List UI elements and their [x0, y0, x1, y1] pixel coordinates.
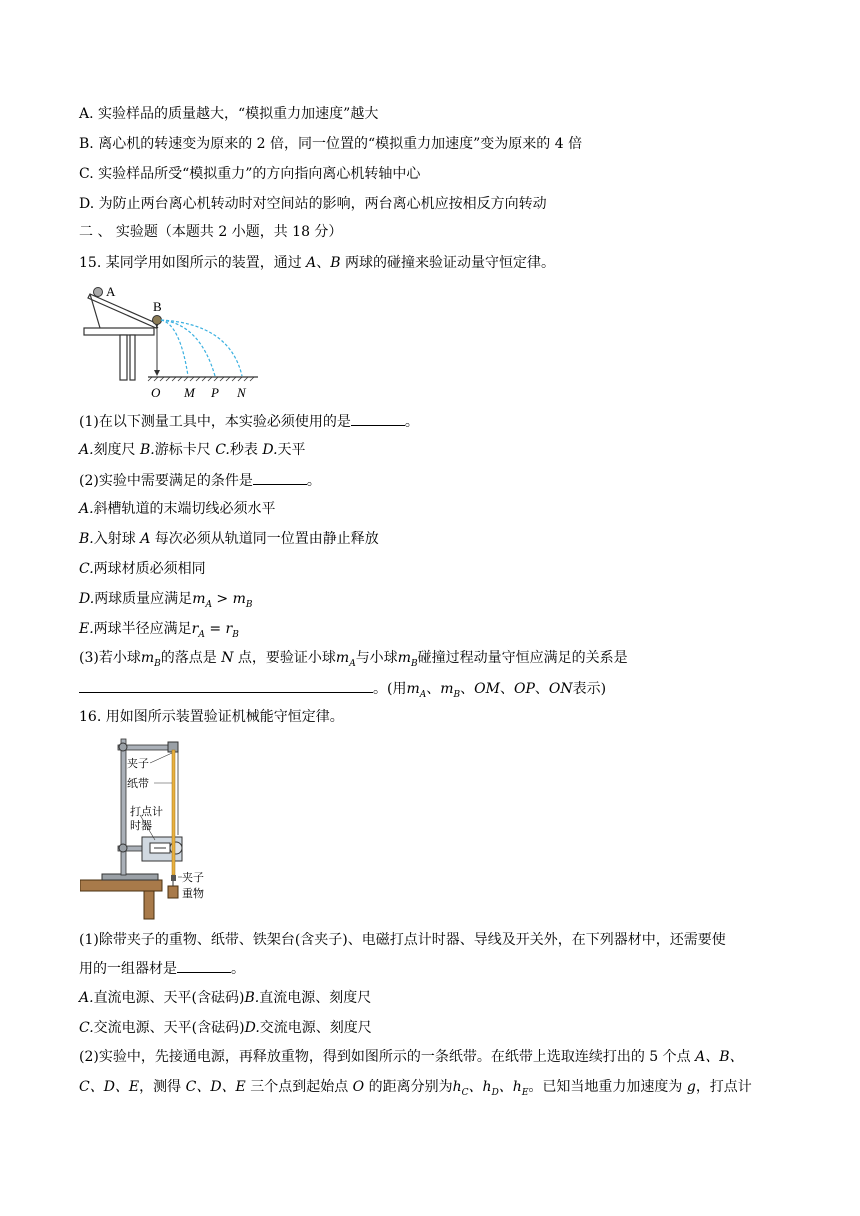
- label-m: M: [184, 385, 195, 400]
- q15-part2-option-b: B.入射球 A 每次必须从轨道同一位置由静止释放: [79, 531, 379, 547]
- label-a: A: [106, 284, 116, 299]
- label-paper-tape: 纸带: [127, 777, 149, 790]
- q16-part2-line1: (2)实验中，先接通电源，再释放重物，得到如图所示的一条纸带。在纸带上选取连续打出的 5 个点 A、B、: [79, 1049, 744, 1065]
- label-o: O: [151, 385, 161, 400]
- q15-part1: (1)在以下测量工具中，本实验必须使用的是 。: [79, 411, 419, 432]
- label-weight: 重物: [182, 887, 204, 900]
- q14-option-b: B. 离心机的转速变为原来的 2 倍，同一位置的“模拟重力加速度”变为原来的 4 倍: [79, 136, 583, 152]
- q16-part1-line2: 用的一组器材是 。: [79, 958, 245, 979]
- collision-apparatus-figure: [80, 282, 260, 402]
- label-clip-top: 夹子: [127, 757, 149, 770]
- label-b: B: [153, 299, 162, 314]
- q15-part3: (3)若小球$m_B$的落点是 N 点，要验证小球$m_A$与小球$m_B$碰撞过程动量守恒应满足的关系是: [79, 650, 628, 669]
- q16-part1-options-ab: A.直流电源、天平(含砝码)B.直流电源、刻度尺: [79, 990, 372, 1006]
- free-fall-apparatus-figure: [80, 735, 220, 920]
- q16-stem: 16. 用如图所示装置验证机械能守恒定律。: [79, 709, 344, 725]
- section2-heading: 二 、 实验题（本题共 2 小题，共 18 分）: [79, 224, 343, 240]
- q16-part1-line1: (1)除带夹子的重物、纸带、铁架台(含夹子)、电磁打点计时器、导线及开关外，在下列器材中，还需要使: [79, 932, 726, 948]
- label-timer-2: 时器: [130, 819, 152, 832]
- q15-stem: 15. 某同学用如图所示的装置，通过 A、B 两球的碰撞来验证动量守恒定律。: [79, 255, 556, 271]
- ball-a-icon: [94, 288, 103, 297]
- label-timer-1: 打点计: [130, 805, 163, 818]
- q15-part1-options: A.刻度尺 B.游标卡尺 C.秒表 D.天平: [79, 442, 306, 458]
- q16-part2-line2: C、D、E，测得 C、D、E 三个点到起始点 O 的距离分别为$h_C$、$h_D$、$h_E$。已知当地重力加速度为 g，打点计: [79, 1079, 752, 1098]
- q14-option-a: A. 实验样品的质量越大，“模拟重力加速度”越大: [79, 106, 379, 122]
- ball-b-icon: [153, 316, 162, 325]
- q15-part2-option-d: D.两球质量应满足$m_A > m_B$: [79, 591, 253, 610]
- q16-part1-options-cd: C.交流电源、天平(含砝码)D.交流电源、刻度尺: [79, 1020, 372, 1036]
- q14-option-c: C. 实验样品所受“模拟重力”的方向指向离心机转轴中心: [79, 166, 421, 182]
- q15-part2-option-c: C.两球材质必须相同: [79, 561, 206, 577]
- label-clip-bottom: 夹子: [182, 871, 204, 884]
- label-p: P: [211, 385, 219, 400]
- q15-part2-option-e: E.两球半径应满足$r_A = r_B$: [79, 621, 239, 640]
- q15-part3-answer-line: 。(用$m_A$、$m_B$、OM、OP、ON表示): [79, 678, 606, 705]
- q15-part2: (2)实验中需要满足的条件是 。: [79, 470, 321, 491]
- q15-part2-option-a: A.斜槽轨道的末端切线必须水平: [79, 501, 276, 517]
- q14-option-d: D. 为防止两台离心机转动时对空间站的影响，两台离心机应按相反方向转动: [79, 196, 547, 212]
- label-n: N: [237, 385, 246, 400]
